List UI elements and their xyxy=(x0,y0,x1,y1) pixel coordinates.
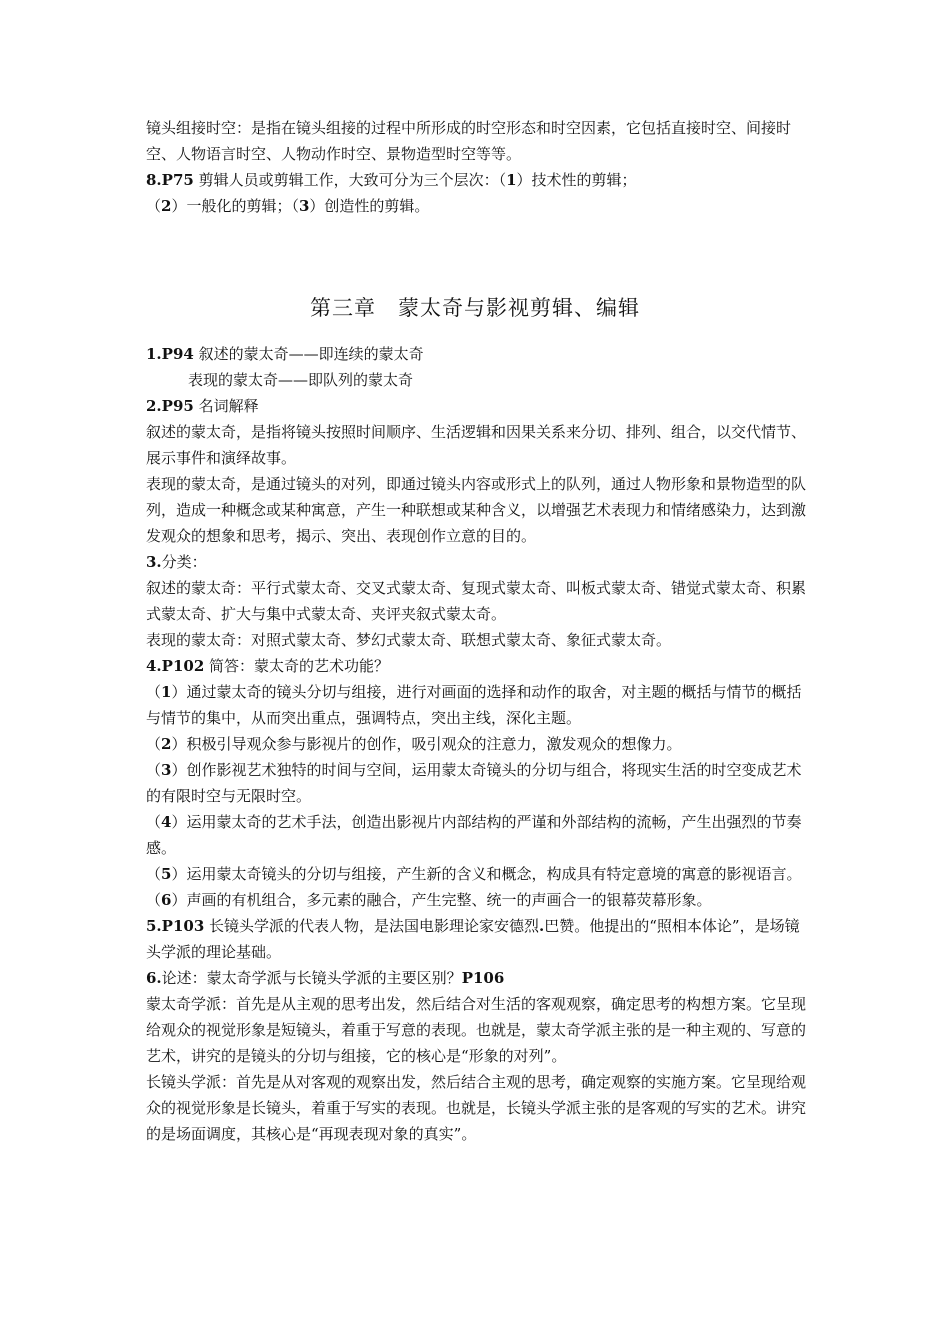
item-8 xyxy=(146,167,810,193)
question-text: 巴赞。他提出的“照相本体论”，是场镜头学派的理论基础。 xyxy=(146,917,800,961)
question-3 xyxy=(146,549,810,575)
function-item: （1）通过蒙太奇的镜头分切与组接，进行对画面的选择和动作的取舍，对主题的概括与情节的概括与情节的集中，从而突出重点，强调特点，突出主线，深化主题。 xyxy=(146,683,802,727)
question-1 xyxy=(146,341,810,367)
sub-number: 6 xyxy=(161,891,172,909)
sub-number: 5 xyxy=(161,865,172,883)
question-number: 1.P94 xyxy=(146,345,194,363)
question-number: 3. xyxy=(146,553,162,571)
top-section xyxy=(146,115,810,219)
function-item: （6）声画的有机组合，多元素的融合，产生完整、统一的声画合一的银幕荧幕形象。 xyxy=(146,891,712,909)
function-item: （5）运用蒙太奇镜头的分切与组接，产生新的含义和概念，构成具有特定意境的寓意的影视语言。 xyxy=(146,865,802,883)
item-text: （ xyxy=(146,197,162,215)
function-item: （2）积极引导观众参与影视片的创作，吸引观众的注意力，激发观众的想像力。 xyxy=(146,735,682,753)
function-text: ）运用蒙太奇的艺术手法，创造出影视片内部结构的严谨和外部结构的流畅，产生出强烈的节奏感。 xyxy=(146,813,802,857)
item-text: ）一般化的剪辑；（ xyxy=(171,197,299,215)
function-text: ）创作影视艺术独特的时间与空间，运用蒙太奇镜头的分切与组合，将现实生活的时空变成艺术的有限时空与无限时空。 xyxy=(146,761,802,805)
question-number: 6. xyxy=(146,969,162,987)
question-text: 长镜头学派的代表人物，是法国电影理论家安德烈 xyxy=(204,917,540,935)
question-text: 论述：蒙太奇学派与长镜头学派的主要区别？ xyxy=(161,969,462,987)
definition-expressive-montage: 表现的蒙太奇，是通过镜头的对列，即通过镜头内容或形式上的队列，通过人物形象和景物造型的队列，造成一种概念或某种寓意，产生一种联想或某种含义，以增强艺术表现力和情绪感染力，达到激发观众的想象和思考，揭示、突出、表现创作立意的目的。 xyxy=(146,475,807,545)
function-item: （4）运用蒙太奇的艺术手法，创造出影视片内部结构的严谨和外部结构的流畅，产生出强烈的节奏感。 xyxy=(146,813,802,857)
sub-number: 3 xyxy=(298,197,310,215)
classification-expressive: 表现的蒙太奇：对照式蒙太奇、梦幻式蒙太奇、联想式蒙太奇、象征式蒙太奇。 xyxy=(146,631,672,649)
name-separator: . xyxy=(539,917,545,935)
question-number: 5.P103 xyxy=(146,917,205,935)
question-number: 2.P95 xyxy=(146,397,194,415)
definition-narrative-montage: 叙述的蒙太奇，是指将镜头按照时间顺序、生活逻辑和因果关系来分切、排列、组合，以交代情节、展示事件和演绎故事。 xyxy=(146,423,807,467)
function-text: ）积极引导观众参与影视片的创作，吸引观众的注意力，激发观众的想像力。 xyxy=(171,735,682,753)
item-text: ）技术性的剪辑； xyxy=(516,171,637,189)
function-text: ）运用蒙太奇镜头的分切与组接，产生新的含义和概念，构成具有特定意境的寓意的影视语言。 xyxy=(171,865,802,883)
sub-number: 1 xyxy=(161,683,172,701)
sub-number: 2 xyxy=(161,735,172,753)
question-text: 分类： xyxy=(161,553,207,571)
question-1-line2: 表现的蒙太奇——即队列的蒙太奇 xyxy=(188,371,414,389)
question-4 xyxy=(146,653,810,679)
item-8-continued xyxy=(146,193,810,219)
sub-number: 2 xyxy=(161,197,172,215)
classification-narrative: 叙述的蒙太奇：平行式蒙太奇、交叉式蒙太奇、复现式蒙太奇、叫板式蒙太奇、错觉式蒙太奇、积累式蒙太奇、扩大与集中式蒙太奇、夹评夹叙式蒙太奇。 xyxy=(146,579,807,623)
item-number: 8.P75 xyxy=(146,171,194,189)
sub-number: 3 xyxy=(161,761,172,779)
main-section xyxy=(146,341,810,1147)
chapter-title: 第三章 蒙太奇与影视剪辑、编辑 xyxy=(310,296,640,320)
function-text: ）通过蒙太奇的镜头分切与组接，进行对画面的选择和动作的取舍，对主题的概括与情节的概括与情节的集中，从而突出重点，强调特点，突出主线，深化主题。 xyxy=(146,683,802,727)
paragraph-time-space: 镜头组接时空：是指在镜头组接的过程中所形成的时空形态和时空因素，它包括直接时空、间接时空、人物语言时空、人物动作时空、景物造型时空等等。 xyxy=(146,119,792,163)
sub-number: 1 xyxy=(506,171,517,189)
function-item: （3）创作影视艺术独特的时间与空间，运用蒙太奇镜头的分切与组合，将现实生活的时空变成艺术的有限时空与无限时空。 xyxy=(146,761,802,805)
page-reference: P106 xyxy=(461,969,505,987)
montage-school: 蒙太奇学派：首先是从主观的思考出发，然后结合对生活的客观观察，确定思考的构想方案。它呈现给观众的视觉形象是短镜头，着重于写意的表现。也就是，蒙太奇学派主张的是一种主观的、写意的艺术，讲究的是镜头的分切与组接，它的核心是“形象的对列”。 xyxy=(146,995,807,1065)
question-text: 简答：蒙太奇的艺术功能？ xyxy=(204,657,390,675)
sub-number: 4 xyxy=(161,813,172,831)
question-number: 4.P102 xyxy=(146,657,205,675)
question-5 xyxy=(146,913,810,965)
item-text: ）创造性的剪辑。 xyxy=(309,197,430,215)
long-take-school: 长镜头学派：首先是从对客观的观察出发，然后结合主观的思考，确定观察的实施方案。它呈现给观众的视觉形象是长镜头，着重于写实的表现。也就是，长镜头学派主张的是客观的写实的艺术。讲究的是场面调度，其核心是“再现表现对象的真实”。 xyxy=(146,1073,807,1143)
question-6 xyxy=(146,965,810,991)
question-2 xyxy=(146,393,810,419)
function-text: ）声画的有机组合，多元素的融合，产生完整、统一的声画合一的银幕荧幕形象。 xyxy=(171,891,712,909)
question-text: 名词解释 xyxy=(193,397,259,415)
item-text: 剪辑人员或剪辑工作，大致可分为三个层次：（ xyxy=(193,171,507,189)
question-text: 叙述的蒙太奇——即连续的蒙太奇 xyxy=(193,345,424,363)
